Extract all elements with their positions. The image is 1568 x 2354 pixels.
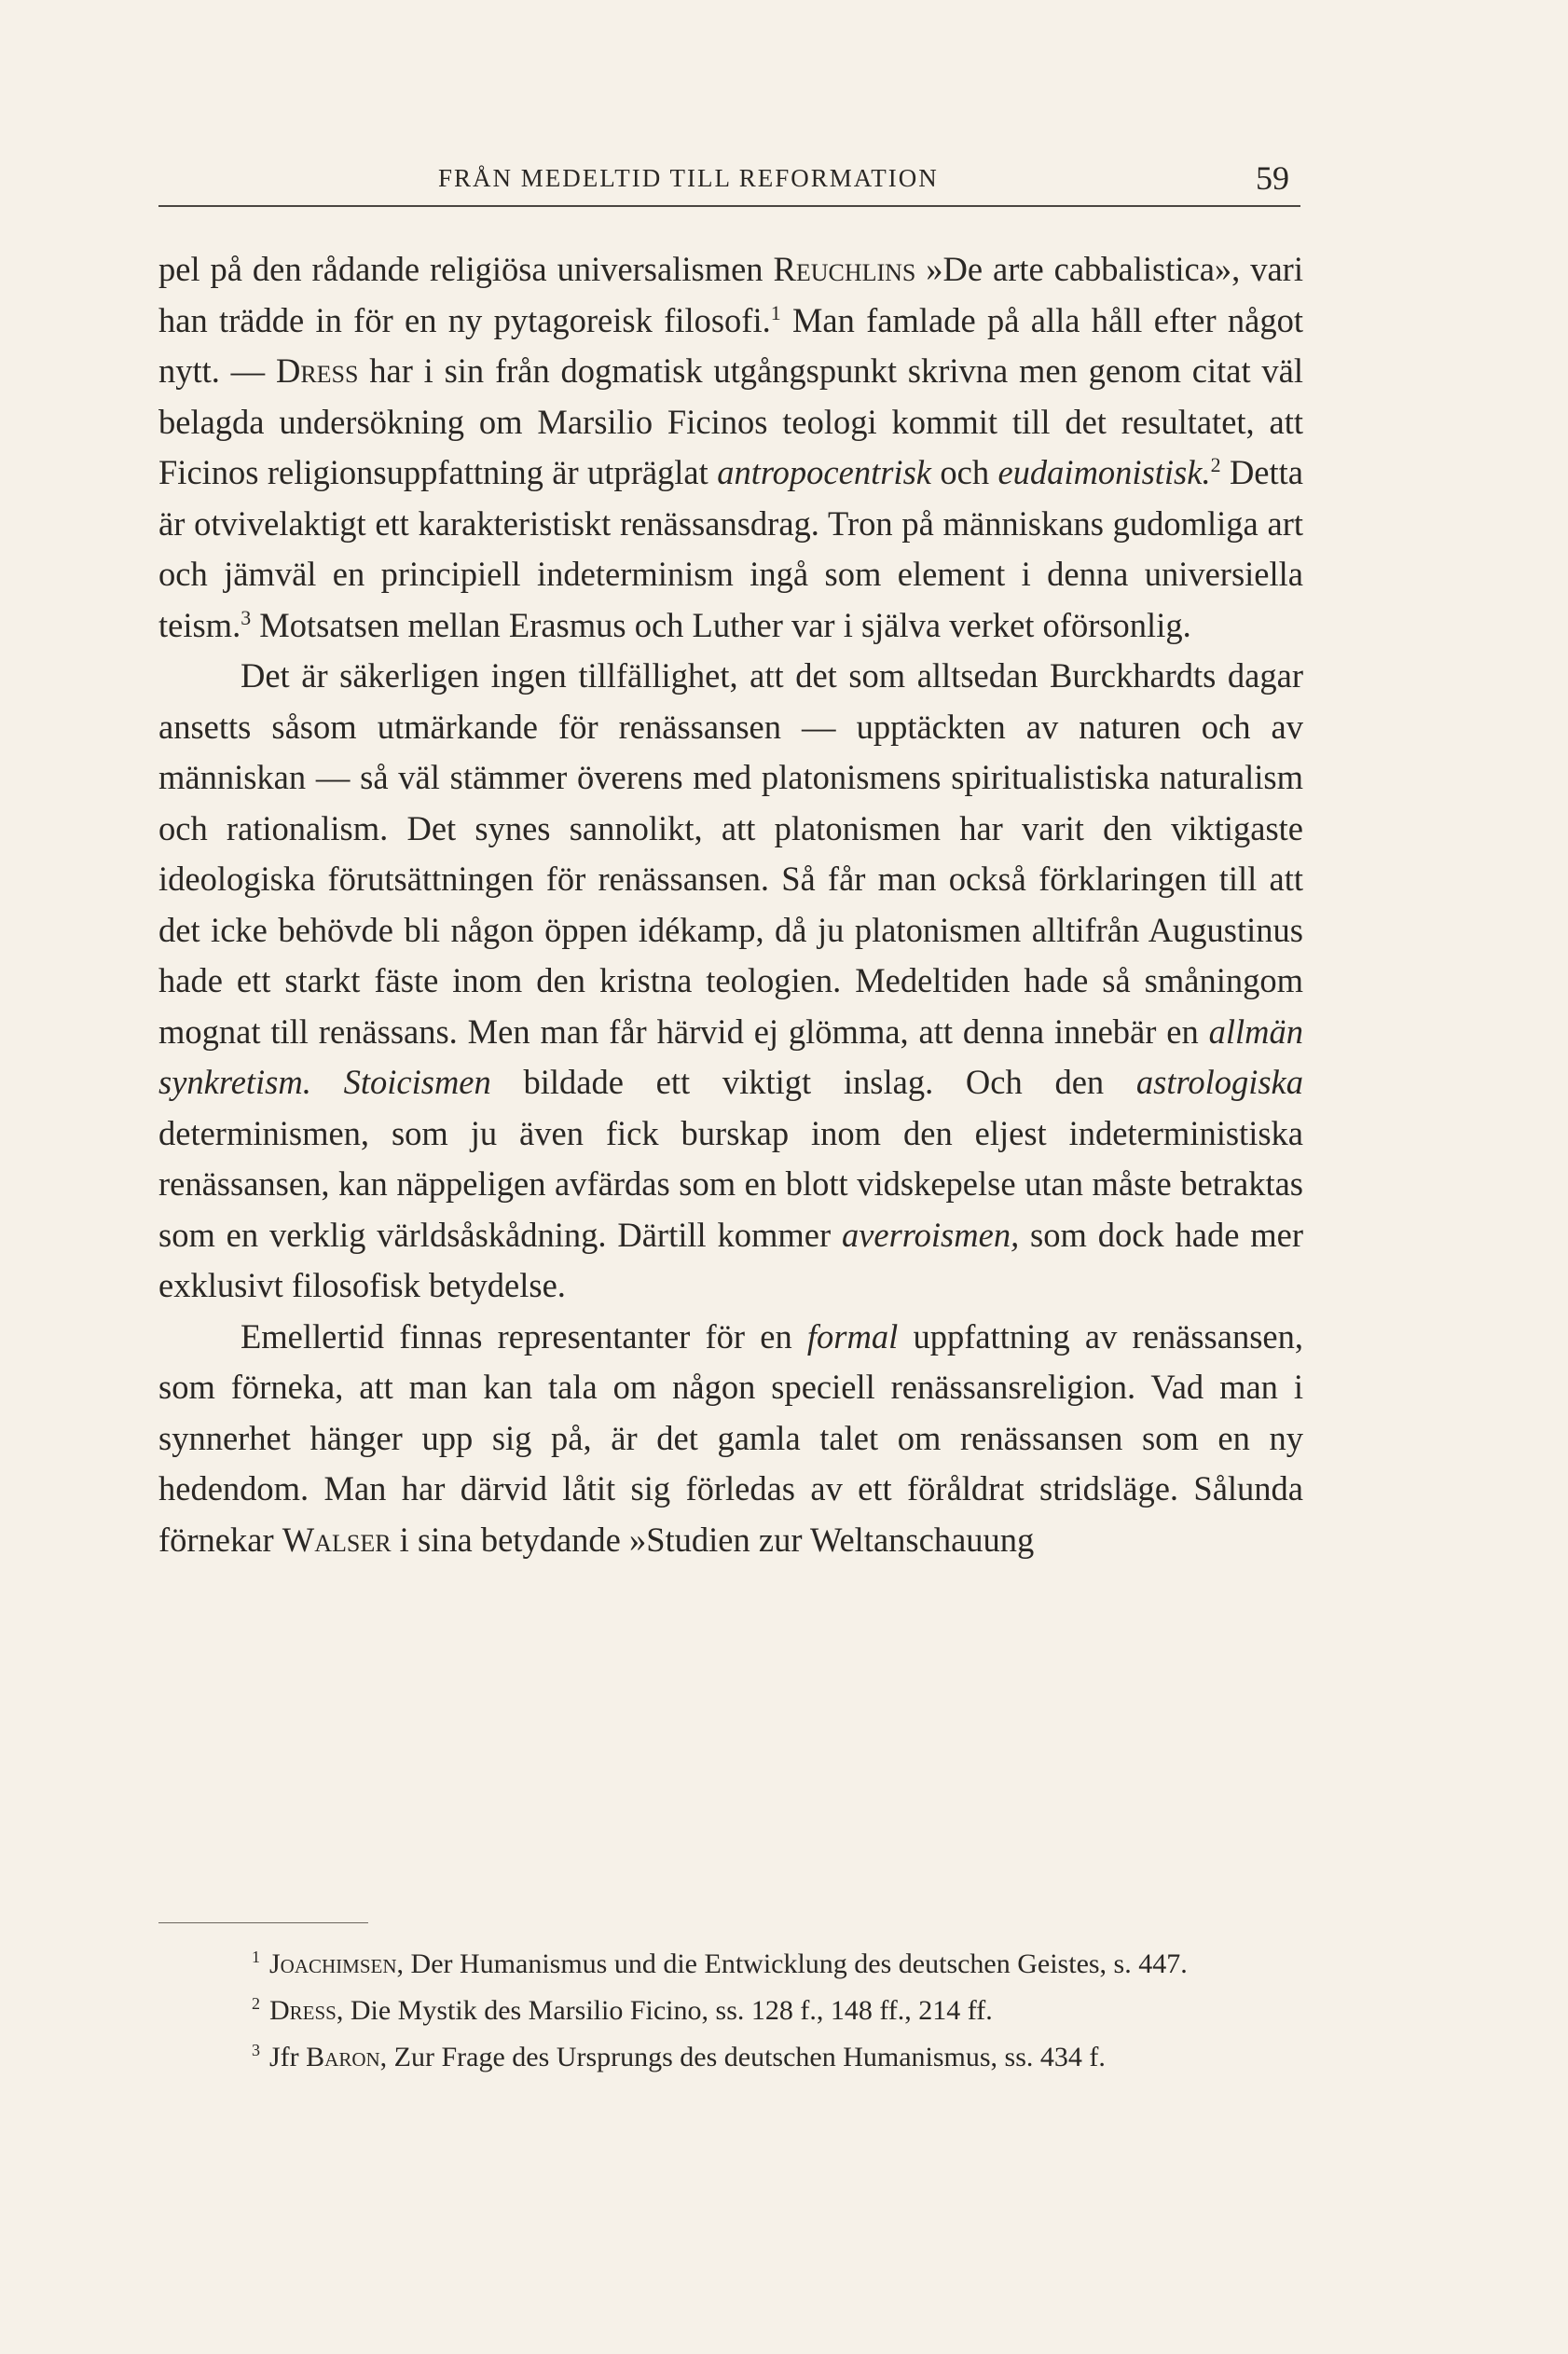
- footnote-author: Baron,: [306, 2042, 388, 2072]
- footnotes: [158, 1941, 1303, 2081]
- body-text: [158, 244, 1303, 1565]
- text-run: determinismen, som ju även fick burskap inom den eljest indeterministiska renässansen, kan näppeligen avfärdas som en blott vidskepelse utan måste betraktas som en verklig världsåskådning. Därtill kommer: [158, 1113, 1303, 1254]
- text-run: uppfattning av renässansen, som förneka, att man kan tala om någon speciell renässansreligion. Vad man i synnerhet hänger upp sig på, är det gamla talet om renässansen som en ny hedendom. Man har därvid låtit sig förledas av ett föråldrat stridsläge. Sålunda förnekar: [158, 1316, 1303, 1559]
- text-run: i sina betydande »Studien zur Weltanschauung: [391, 1520, 1035, 1559]
- text-run: Motsatsen mellan Erasmus och Luther var i själva verket oförsonlig.: [251, 605, 1191, 644]
- italic-term: allmän synkretism.: [158, 1012, 1303, 1101]
- footnote-text: Die Mystik des Marsilio Ficino, ss. 128 f., 148 ff., 214 ff.: [343, 1995, 993, 2026]
- text-run: [311, 1063, 344, 1101]
- text-run: »De arte cabbalistica», vari han trädde in för en ny pytagoreisk filosofi.: [158, 250, 1303, 339]
- italic-term: averroismen,: [841, 1215, 1020, 1254]
- italic-term: Stoicismen: [343, 1063, 491, 1101]
- page-number: 59: [1256, 159, 1289, 197]
- text-run: bildade ett viktigt inslag. Och den: [490, 1063, 1136, 1101]
- text-run: har i sin från dogmatisk utgångspunkt skrivna men genom citat väl belagda undersökning om Marsilio Ficinos teologi kommit till det resultatet, att Ficinos religionsuppfattning är utpräglat: [158, 351, 1303, 491]
- author-name-walser: Walser: [282, 1520, 392, 1559]
- author-name-dress: Dress: [275, 351, 359, 390]
- footnote-author: Joachimsen,: [269, 1948, 405, 1979]
- italic-term: formal: [806, 1316, 899, 1356]
- text-run: Man famlade på alla håll efter något nytt. —: [158, 300, 1303, 390]
- footnote-3: [158, 2034, 1303, 2081]
- footnote-prefix: Jfr: [269, 2042, 307, 2072]
- paragraph-2: [158, 651, 1303, 1312]
- text-run: Det är säkerligen ingen tillfällighet, att det som alltsedan Burckhardts dagar ansetts såsom utmärkande för renässansen — upptäckten av naturen och av människan — så väl stämmer överens med platonismens spiritualistiska naturalism och rationalism. Det synes sannolikt, att platonismen har varit den viktigaste ideologiska förutsättningen för renässansen. Så får man också förklaringen till att det icke behövde bli någon öppen idékamp, då ju platonismen alltifrån Augustinus hade ett starkt fäste inom den kristna teologien. Medeltiden hade så småningom mognat till renässans. Men man får härvid ej glömma, att denna innebär en: [158, 656, 1303, 1051]
- footnote-text: Der Humanismus und die Entwicklung des deutschen Geistes, s. 447.: [404, 1948, 1188, 1979]
- text-run: Detta är otvivelaktigt ett karakteristiskt renässansdrag. Tron på människans gudomliga art och jämväl en principiell indeterminism ingå som element i denna universiella teism.: [158, 453, 1303, 644]
- footnote-divider: [158, 1922, 368, 1923]
- footnote-mark: 3: [252, 2041, 260, 2059]
- italic-term: astrologiska: [1135, 1063, 1304, 1101]
- text-run: Emellertid finnas representanter för en: [241, 1316, 807, 1356]
- author-name-reuchlin: Reuchlins: [773, 250, 916, 288]
- footnote-author: Dress,: [269, 1995, 344, 2026]
- footnote-text: Zur Frage des Ursprungs des deutschen Humanismus, ss. 434 f.: [387, 2042, 1106, 2072]
- footnote-1: [158, 1941, 1303, 1988]
- footnote-ref-3: 3: [241, 605, 252, 629]
- text-run: som dock hade mer exklusivt filosofisk betydelse.: [158, 1215, 1303, 1304]
- footnote-mark: 2: [252, 1994, 260, 2013]
- text-run: pel på den rådande religiösa universalismen: [158, 250, 774, 288]
- running-title: FRÅN MEDELTID TILL REFORMATION: [438, 164, 939, 192]
- text-run: och: [930, 453, 998, 491]
- page-header: [158, 158, 1300, 207]
- footnote-ref-2: 2: [1210, 452, 1221, 476]
- footnote-ref-1: 1: [770, 300, 781, 324]
- italic-term: antropocentrisk: [717, 453, 931, 491]
- paragraph-3: [158, 1312, 1303, 1566]
- footnote-2: [158, 1988, 1303, 2034]
- italic-term: eudaimonistisk.: [997, 453, 1211, 491]
- paragraph-1: [158, 244, 1303, 651]
- footnote-mark: 1: [252, 1948, 260, 1966]
